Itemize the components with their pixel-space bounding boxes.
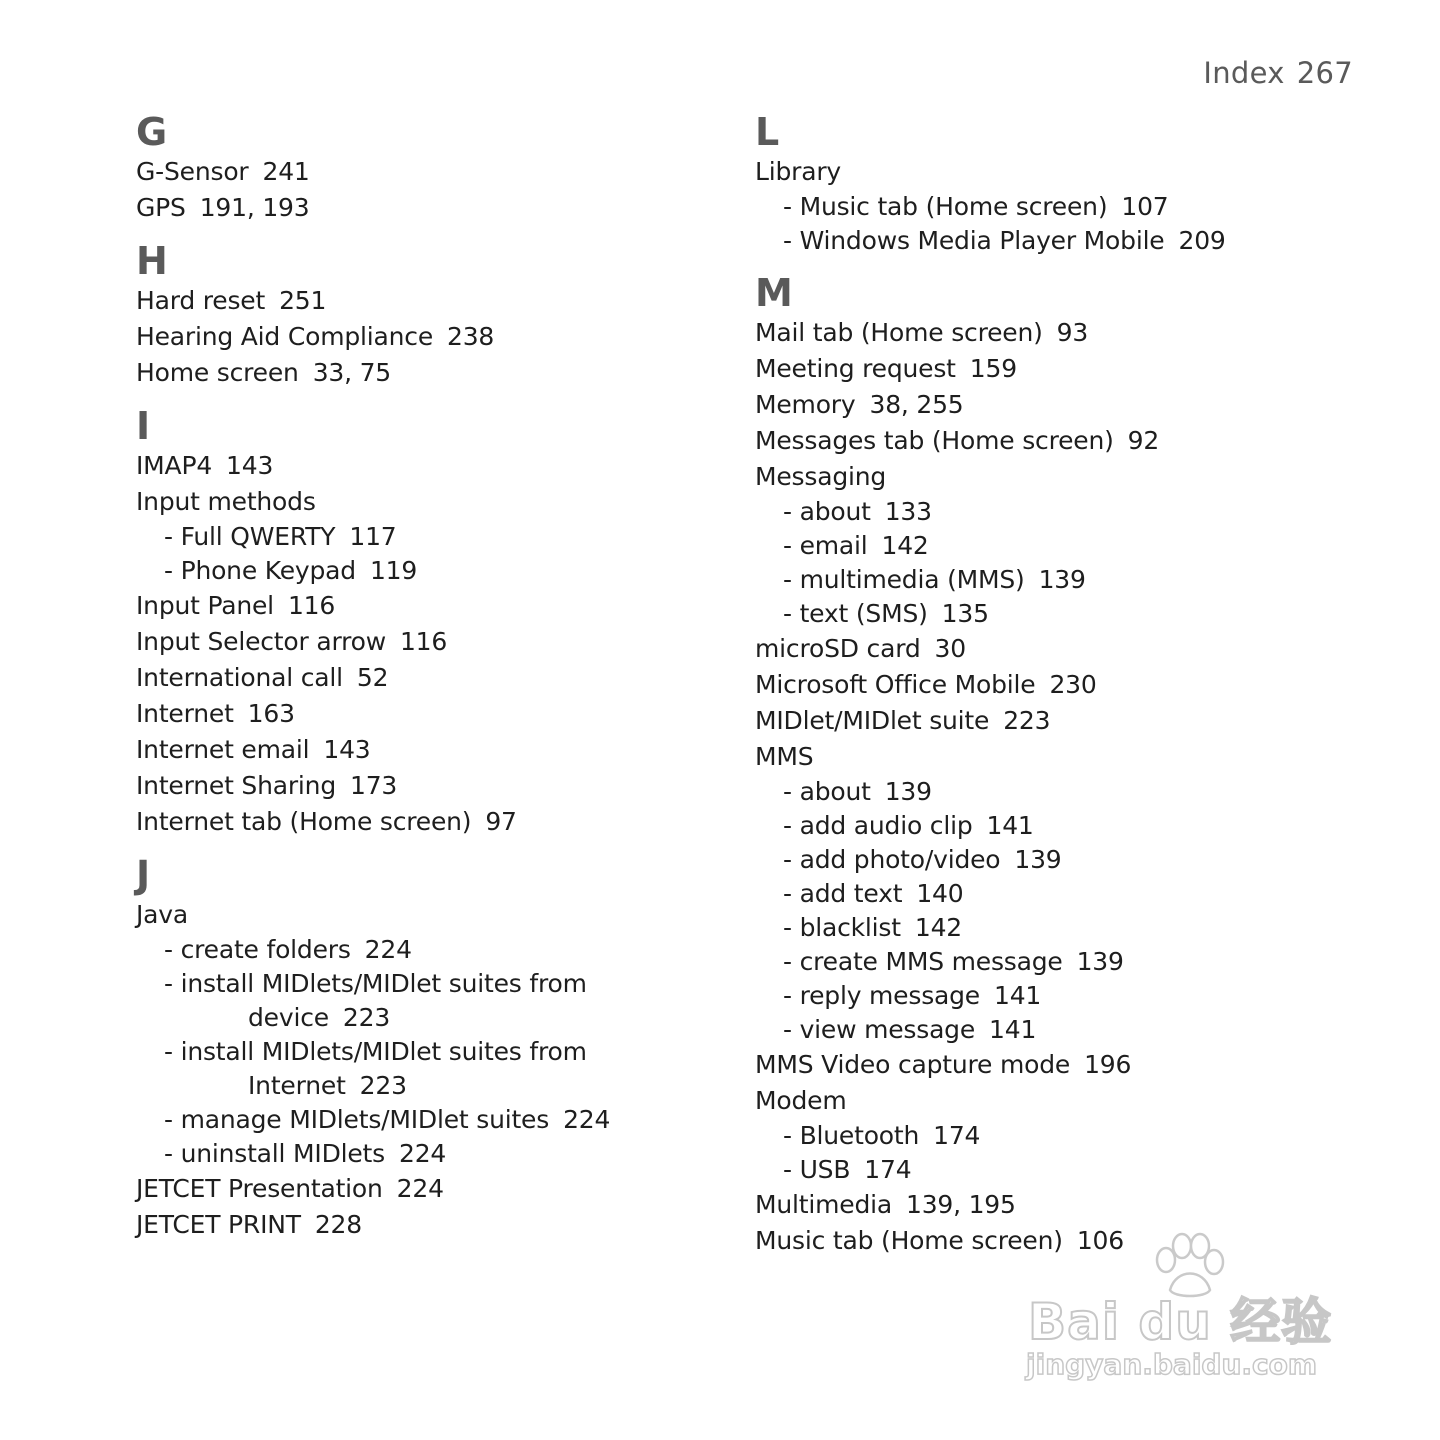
index-subentry (755, 843, 1355, 877)
entry-term: Messages tab (Home screen) (755, 426, 1114, 455)
subentry-term: - reply message (783, 981, 980, 1010)
entry-term: Java (136, 900, 189, 929)
subentry-pages: 119 (369, 556, 418, 585)
entry-pages: 116 (399, 627, 448, 656)
entry-pages: 106 (1076, 1226, 1124, 1255)
index-entry (755, 315, 1355, 351)
subentry-pages: 141 (986, 811, 1034, 840)
index-entry (755, 631, 1355, 667)
entry-term: Mail tab (Home screen) (755, 318, 1043, 347)
subentry-term: - add photo/video (783, 845, 1001, 874)
index-entry (755, 387, 1355, 423)
entry-pages: 173 (350, 771, 398, 800)
subentry-pages: 139 (1038, 565, 1086, 594)
subentry-pages: 141 (994, 981, 1042, 1010)
index-subentry (755, 1153, 1355, 1187)
entry-term: Hard reset (136, 286, 266, 315)
index-entry (136, 768, 736, 804)
index-subentry (136, 933, 736, 967)
entry-term: Input Panel (136, 591, 274, 620)
index-subentry (755, 809, 1355, 843)
subentry-pages: 141 (989, 1015, 1037, 1044)
index-column-left (136, 108, 736, 1254)
index-entry (136, 1171, 736, 1207)
subentry-term: - blacklist (783, 913, 901, 942)
entry-pages: 52 (356, 663, 389, 692)
index-entry (136, 804, 736, 840)
entry-term: G-Sensor (136, 157, 249, 186)
index-entry (136, 624, 736, 660)
entry-term: Internet Sharing (136, 771, 336, 800)
entry-pages: 159 (969, 354, 1017, 383)
subentry-term: - multimedia (MMS) (783, 565, 1025, 594)
index-entry (136, 1207, 736, 1243)
entry-pages: 241 (262, 157, 310, 186)
index-entry (136, 355, 736, 391)
entry-pages: 251 (279, 286, 327, 315)
page-number: 267 (1296, 56, 1353, 90)
section-letter: L (755, 110, 780, 154)
entry-term: JETCET Presentation (136, 1174, 383, 1203)
entry-term: Microsoft Office Mobile (755, 670, 1036, 699)
entry-term: MMS (755, 742, 814, 771)
entry-term: International call (136, 663, 343, 692)
index-subentry (755, 224, 1355, 258)
subentry-term: - create MMS message (783, 947, 1063, 976)
subentry-term: - USB (783, 1155, 851, 1184)
entry-pages: 196 (1084, 1050, 1132, 1079)
index-subentry (755, 775, 1355, 809)
index-section (136, 237, 736, 391)
index-entry (755, 154, 1355, 190)
entry-term: Meeting request (755, 354, 956, 383)
subentry-term: - text (SMS) (783, 599, 928, 628)
subentry-term: - manage MIDlets/MIDlet suites (164, 1105, 550, 1134)
entry-term: Multimedia (755, 1190, 892, 1219)
index-entry (136, 319, 736, 355)
entry-term: Memory (755, 390, 856, 419)
subentry-pages: 139 (1014, 845, 1062, 874)
index-entry (755, 351, 1355, 387)
subentry-pages: 224 (398, 1139, 447, 1168)
entry-pages: 238 (447, 322, 495, 351)
watermark-brand: Bai du 经验 (1028, 1293, 1333, 1351)
subentry-pages: 142 (914, 913, 962, 942)
subentry-term: - about (783, 777, 871, 806)
entry-term: Home screen (136, 358, 299, 387)
entry-pages: 191, 193 (199, 193, 310, 222)
subentry-pages: 140 (916, 879, 964, 908)
entry-term: Input methods (136, 487, 316, 516)
index-subentry (755, 945, 1355, 979)
index-section (755, 108, 1355, 258)
entry-pages: 223 (1003, 706, 1051, 735)
watermark-url: jingyan.baidu.com (1026, 1348, 1318, 1381)
subentry-term: - create folders (164, 935, 351, 964)
index-entry (755, 667, 1355, 703)
section-letter: I (136, 404, 151, 448)
index-subentry (136, 520, 736, 554)
index-subentry (755, 877, 1355, 911)
entry-pages: 224 (396, 1174, 444, 1203)
entry-term: GPS (136, 193, 186, 222)
index-subentry (136, 554, 736, 588)
index-subentry (755, 563, 1355, 597)
entry-term: Modem (755, 1086, 847, 1115)
index-entry (755, 1083, 1355, 1119)
watermark-logo (1020, 1230, 1360, 1390)
subentry-term: - install MIDlets/MIDlet suites from (164, 969, 587, 998)
subentry-term: - Phone Keypad (164, 556, 356, 585)
index-entry (136, 732, 736, 768)
subentry-pages: 223 (342, 1003, 391, 1032)
entry-pages: 143 (323, 735, 371, 764)
index-section (755, 269, 1355, 1259)
index-subentry (136, 967, 736, 1035)
index-subentry (755, 1013, 1355, 1047)
subentry-term: - Music tab (Home screen) (783, 192, 1108, 221)
subentry-pages: 174 (864, 1155, 912, 1184)
subentry-term: - Windows Media Player Mobile (783, 226, 1165, 255)
header-label: Index (1203, 56, 1285, 90)
index-entry (136, 897, 736, 933)
entry-pages: 116 (287, 591, 336, 620)
index-subentry (755, 597, 1355, 631)
subentry-term: - add audio clip (783, 811, 973, 840)
entry-term: Input Selector arrow (136, 627, 386, 656)
subentry-term: - Full QWERTY (164, 522, 336, 551)
entry-term: Music tab (Home screen) (755, 1226, 1063, 1255)
subentry-pages: 209 (1178, 226, 1226, 255)
subentry-pages: 174 (933, 1121, 981, 1150)
index-entry (755, 703, 1355, 739)
index-subentry (755, 190, 1355, 224)
subentry-continuation (164, 1001, 736, 1035)
entry-term: MMS Video capture mode (755, 1050, 1071, 1079)
index-column-right (755, 108, 1355, 1270)
subentry-term: - view message (783, 1015, 976, 1044)
index-subentry (136, 1103, 736, 1137)
entry-pages: 93 (1056, 318, 1089, 347)
subentry-term: - email (783, 531, 868, 560)
index-subentry (755, 1119, 1355, 1153)
subentry-term: - uninstall MIDlets (164, 1139, 385, 1168)
subentry-cont-term: device (248, 1003, 329, 1032)
index-subentry (136, 1035, 736, 1103)
entry-term: IMAP4 (136, 451, 213, 480)
subentry-term: - Bluetooth (783, 1121, 920, 1150)
section-letter: H (136, 239, 168, 283)
entry-pages: 30 (934, 634, 966, 663)
index-entry (136, 283, 736, 319)
entry-term: Hearing Aid Compliance (136, 322, 434, 351)
subentry-term: - add text (783, 879, 903, 908)
entry-pages: 163 (247, 699, 295, 728)
subentry-pages: 142 (881, 531, 929, 560)
index-entry (136, 660, 736, 696)
entry-pages: 139, 195 (905, 1190, 1016, 1219)
index-entry (136, 588, 736, 624)
index-entry (136, 154, 736, 190)
index-subentry (755, 495, 1355, 529)
entry-term: Internet (136, 699, 234, 728)
entry-pages: 228 (314, 1210, 362, 1239)
index-subentry (755, 529, 1355, 563)
index-entry (755, 459, 1355, 495)
entry-term: Library (755, 157, 842, 186)
index-entry (136, 190, 736, 226)
index-section (136, 851, 736, 1243)
section-letter: M (755, 271, 793, 315)
entry-pages: 38, 255 (869, 390, 964, 419)
index-subentry (136, 1137, 736, 1171)
entry-term: Internet tab (Home screen) (136, 807, 472, 836)
index-entry (755, 739, 1355, 775)
subentry-pages: 139 (884, 777, 932, 806)
index-entry (136, 448, 736, 484)
entry-term: JETCET PRINT (136, 1210, 301, 1239)
index-subentry (755, 911, 1355, 945)
subentry-term: - install MIDlets/MIDlet suites from (164, 1037, 587, 1066)
page-header (1203, 56, 1353, 90)
subentry-cont-term: Internet (248, 1071, 346, 1100)
entry-term: microSD card (755, 634, 921, 663)
entry-term: Messaging (755, 462, 887, 491)
entry-pages: 143 (226, 451, 274, 480)
index-section (136, 402, 736, 840)
subentry-pages: 117 (349, 522, 397, 551)
index-entry (136, 696, 736, 732)
subentry-pages: 224 (563, 1105, 611, 1134)
index-entry (755, 423, 1355, 459)
subentry-pages: 135 (941, 599, 989, 628)
index-entry (755, 1047, 1355, 1083)
subentry-pages: 224 (364, 935, 412, 964)
entry-pages: 230 (1049, 670, 1097, 699)
entry-pages: 33, 75 (312, 358, 392, 387)
subentry-pages: 223 (359, 1071, 407, 1100)
entry-term: Internet email (136, 735, 310, 764)
subentry-pages: 139 (1076, 947, 1124, 976)
index-entry (755, 1187, 1355, 1223)
section-letter: J (136, 853, 151, 897)
subentry-term: - about (783, 497, 871, 526)
entry-term: MIDlet/MIDlet suite (755, 706, 990, 735)
section-letter: G (136, 110, 168, 154)
index-entry (136, 484, 736, 520)
index-subentry (755, 979, 1355, 1013)
entry-pages: 92 (1127, 426, 1160, 455)
subentry-pages: 107 (1121, 192, 1169, 221)
index-section (136, 108, 736, 226)
subentry-pages: 133 (884, 497, 932, 526)
entry-pages: 97 (485, 807, 517, 836)
subentry-continuation (164, 1069, 736, 1103)
